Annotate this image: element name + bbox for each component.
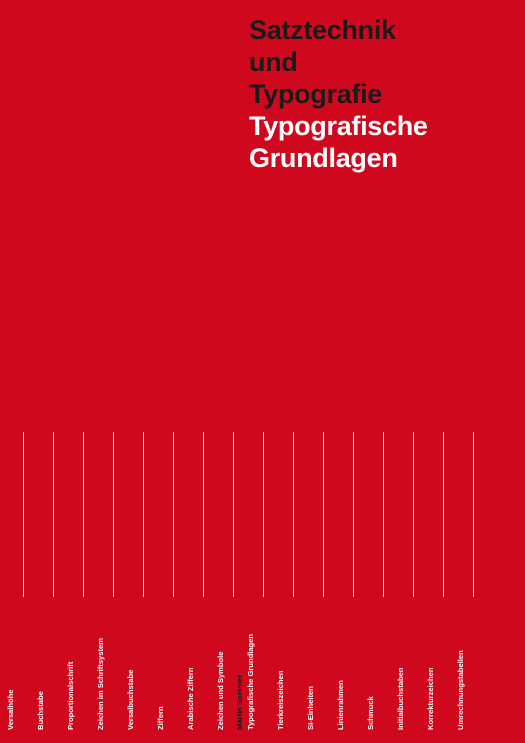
topic-strip [120,432,150,743]
author-name: Martin Sommer [235,675,245,731]
vertical-rule [143,432,144,597]
topic-label-cell [90,598,112,738]
topic-label: Versalbuchstabe [126,670,136,731]
topic-label: Linienrahmen [336,680,346,731]
topic-label-cell [240,598,262,738]
topic-label: Zeichen im Schriftsystem [96,638,106,731]
vertical-rule [413,432,414,597]
topic-strip-main [235,432,270,743]
topic-label: Versalhöhe [6,689,16,731]
topic-strip [330,432,360,743]
topic-label-cell [450,598,472,738]
topic-label: Typografische Grundlagen [246,634,256,731]
topic-label: Korrekturzeichen [426,667,436,731]
topic-label: Arabische Ziffern [186,667,196,731]
vertical-rule [443,432,444,597]
topic-label-cell [360,598,382,738]
vertical-rule [323,432,324,597]
subtitle-line-2: Grundlagen [249,143,398,173]
topic-label-cell [300,598,322,738]
topic-strip [390,432,420,743]
vertical-rule [233,432,234,597]
topic-label: Initialbuchstaben [396,667,406,731]
vertical-rule [83,432,84,597]
topic-label: Schmuck [366,696,376,731]
topic-strip [270,432,300,743]
topic-label-cell [0,598,22,738]
topic-label-cell [330,598,352,738]
topic-strip [450,432,480,743]
topic-strip [30,432,60,743]
topic-label-cell [120,598,142,738]
vertical-rule [53,432,54,597]
vertical-rule [473,432,474,597]
topic-label: Umrechnungstabellen [456,650,466,731]
topic-label-cell [150,598,172,738]
subtitle-line-1: Typografische [249,111,428,141]
topic-label-cell [390,598,412,738]
topic-strip [180,432,210,743]
topic-label-cell [60,598,82,738]
vertical-rule [263,432,264,597]
vertical-rule [203,432,204,597]
topic-label: Proportionalschrift [66,662,76,731]
topic-strip [60,432,90,743]
topic-label-cell [180,598,202,738]
vertical-rule [383,432,384,597]
topic-strip [300,432,330,743]
vertical-rule [173,432,174,597]
vertical-rule [23,432,24,597]
topic-label: Ziffern [156,706,166,731]
topic-strip [360,432,390,743]
topic-strip [150,432,180,743]
series-title-line-1: Satztechnik [249,15,396,45]
topic-label: Zeichen und Symbole [216,651,226,731]
topic-strip [0,432,30,743]
topic-strip [420,432,450,743]
topic-strip [90,432,120,743]
topic-label-cell [270,598,292,738]
topic-label: SI-Einheiten [306,686,316,731]
vertical-rule [113,432,114,597]
topic-label: Tierkreiszeichen [276,671,286,731]
series-title-line-2: und [249,47,298,77]
series-title-line-3: Typografie [249,79,383,109]
topic-label-cell [30,598,52,738]
vertical-rule [353,432,354,597]
vertical-rule [293,432,294,597]
topic-label-cell [420,598,442,738]
topic-label: Buchstabe [36,691,46,731]
